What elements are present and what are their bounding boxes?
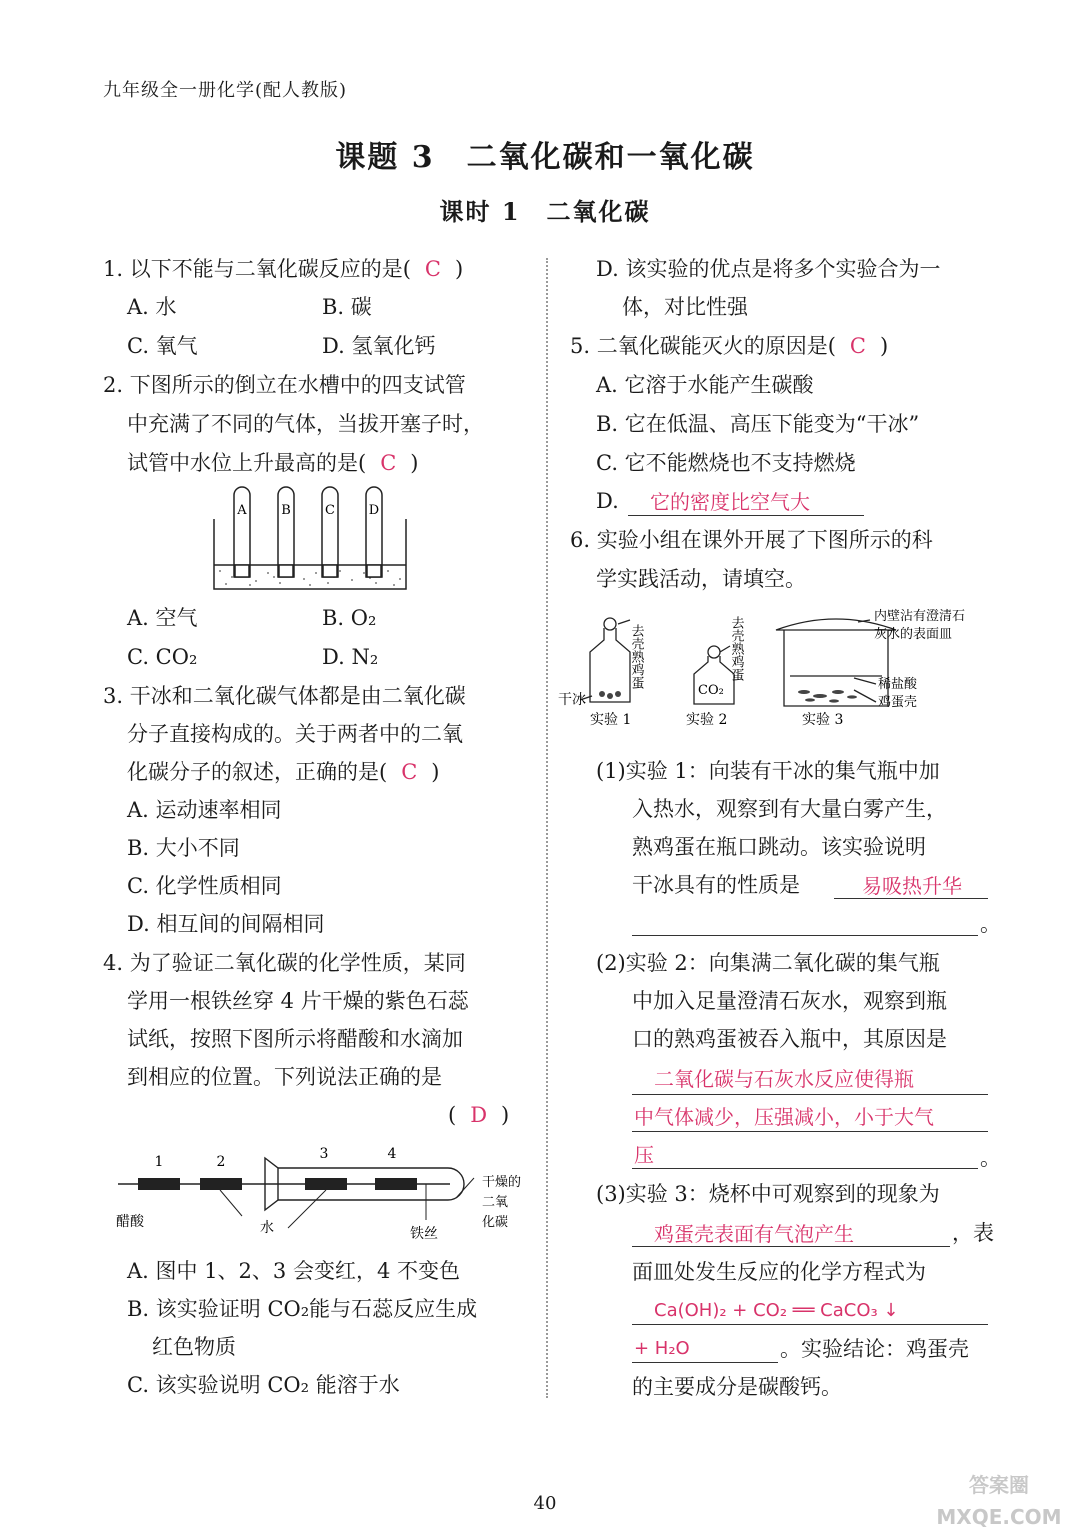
q6-p2-underline-2	[632, 1131, 988, 1132]
q6-p3-line3: 面皿处发生反应的化学方程式为	[632, 1260, 926, 1284]
q1-option-a: A. 水	[127, 295, 177, 319]
q2-tube-label: B	[281, 503, 291, 518]
q6-p3-eq-underline-1	[632, 1324, 988, 1325]
q5-option-b: B. 它在低温、高压下能变为“干冰”	[596, 412, 920, 436]
q6-p1-end: 。	[980, 912, 1001, 936]
q4-label-gas3: 化碳	[482, 1215, 509, 1230]
q1-option-d: D. 氢氧化钙	[322, 334, 436, 358]
q2-water-tank-figure	[210, 485, 410, 593]
q4-option-a: A. 图中 1、2、3 会变红，4 不变色	[127, 1259, 460, 1283]
q2-answer: C	[380, 451, 397, 475]
q3-line3	[127, 759, 439, 785]
q6-experiment-figure	[558, 606, 1004, 734]
q4-open: (	[448, 1103, 457, 1127]
q4-line2: 学用一根铁丝穿 4 片干燥的紫色石蕊	[127, 989, 469, 1013]
q5-stem	[570, 333, 888, 359]
column-divider	[546, 258, 548, 1398]
q5-answer: C	[849, 334, 866, 358]
q6-p3-underline	[632, 1246, 950, 1247]
q4-line3: 试纸，按照下图所示将醋酸和水滴加	[127, 1027, 463, 1051]
q4-option-c: C. 该实验说明 CO₂ 能溶于水	[127, 1373, 400, 1397]
page-number: 40	[533, 1493, 557, 1514]
q6-p3-line5-tail: 。实验结论：鸡蛋壳	[780, 1337, 969, 1361]
q6-p3-equation-2: + H₂O	[634, 1338, 690, 1359]
q2-line3-text: 试管中水位上升最高的是(	[127, 451, 367, 475]
q6-egg-label-2: 去壳熟鸡蛋	[728, 616, 744, 681]
q6-p1-line1: (1)实验 1：向装有干冰的集气瓶中加	[596, 759, 940, 783]
q3-option-a: A. 运动速率相同	[127, 798, 282, 822]
q4-answer: D	[470, 1103, 488, 1127]
q3-close: )	[431, 760, 440, 784]
q6-p3-line2-tail: ，表	[952, 1221, 994, 1245]
q4-option-b1: B. 该实验证明 CO₂能与石蕊反应生成	[127, 1297, 478, 1321]
q6-p2-underline-3	[632, 1168, 978, 1169]
q5-d-answer: 它的密度比空气大	[650, 490, 810, 514]
q5-option-c: C. 它不能燃烧也不支持燃烧	[596, 451, 856, 475]
q6-p2-answer-1: 二氧化碳与石灰水反应使得瓶	[654, 1067, 914, 1091]
q6-co2-label: CO₂	[698, 683, 724, 698]
q3-option-b: B. 大小不同	[127, 836, 240, 860]
q1-option-c: C. 氧气	[127, 334, 198, 358]
q4-label-gas1: 干燥的	[482, 1175, 522, 1190]
watermark	[914, 1468, 1084, 1532]
q2-option-c: C. CO₂	[127, 645, 198, 669]
q6-acid-label: 稀盐酸	[878, 677, 918, 692]
q3-option-c: C. 化学性质相同	[127, 874, 282, 898]
q6-p1-line2: 入热水，观察到有大量白雾产生，	[632, 797, 947, 821]
q2-option-d: D. N₂	[322, 645, 379, 669]
q4-label-4: 4	[387, 1146, 397, 1162]
q6-p3-answer: 鸡蛋壳表面有气泡产生	[654, 1222, 854, 1246]
q4-label-1: 1	[154, 1154, 164, 1170]
q1-option-b: B. 碳	[322, 295, 372, 319]
q4-option-d2: 体，对比性强	[622, 295, 748, 319]
q4-line4: 到相应的位置。下列说法正确的是	[127, 1065, 442, 1089]
q6-p2-line1: (2)实验 2：向集满二氧化碳的集气瓶	[596, 951, 940, 975]
q5-option-a: A. 它溶于水能产生碳酸	[596, 373, 814, 397]
q4-answer-box	[448, 1102, 509, 1128]
q6-p1-underline	[834, 898, 988, 899]
q6-dryice-label: 干冰	[558, 692, 586, 708]
watermark-text: 答案圈 MXQE.COM	[936, 1473, 1062, 1529]
q4-label-3: 3	[319, 1146, 329, 1162]
q3-option-d: D. 相互间的间隔相同	[127, 912, 325, 936]
q4-label-wire: 铁丝	[410, 1226, 438, 1240]
q6-p1-line4: 干冰具有的性质是	[632, 873, 800, 897]
q2-close: )	[410, 451, 419, 475]
q4-litmus-figure	[110, 1140, 545, 1240]
q4-line1: 4. 为了验证二氧化碳的化学性质，某同	[103, 951, 466, 975]
q6-exp1-label: 实验 1	[590, 712, 632, 728]
q5-option-d: D.	[596, 489, 619, 513]
q2-option-a: A. 空气	[127, 606, 198, 630]
q4-label-vinegar: 醋酸	[116, 1214, 144, 1230]
q6-p1-line3: 熟鸡蛋在瓶口跳动。该实验说明	[632, 835, 926, 859]
q2-line2: 中充满了不同的气体，当拔开塞子时，	[127, 412, 484, 436]
q6-shell-label: 鸡蛋壳	[878, 695, 918, 710]
q3-line3-text: 化碳分子的叙述，正确的是(	[127, 760, 388, 784]
q3-answer: C	[401, 760, 418, 784]
q6-dish-label-1: 内壁沾有澄清石	[874, 609, 966, 624]
q6-line1: 6. 实验小组在课外开展了下图所示的科	[570, 528, 933, 552]
q4-option-b2: 红色物质	[152, 1335, 236, 1359]
q6-line2: 学实践活动，请填空。	[596, 567, 806, 591]
q4-option-d1: D. 该实验的优点是将多个实验合为一	[596, 257, 941, 281]
q6-p1-underline2	[632, 935, 978, 936]
q2-tube-label: A	[237, 503, 247, 518]
q2-tube-label: C	[325, 503, 335, 518]
q6-exp2-label: 实验 2	[686, 712, 728, 728]
book-header: 九年级全一册化学(配人教版)	[103, 80, 348, 101]
q1-close: )	[454, 257, 464, 281]
q3-line2: 分子直接构成的。关于两者中的二氧	[127, 722, 463, 746]
q6-p2-answer-2: 中气体减少，压强减小，小于大气	[634, 1105, 934, 1129]
q4-close: )	[501, 1103, 510, 1127]
lesson-title: 课题 3 二氧化碳和一氧化碳	[335, 140, 755, 175]
q6-p2-end: 。	[980, 1146, 1001, 1170]
q1-stem	[103, 256, 463, 282]
q5-close: )	[879, 334, 889, 358]
q6-p2-underline-1	[632, 1094, 988, 1095]
q4-label-gas2: 二氧	[482, 1195, 509, 1210]
q2-line1: 2. 下图所示的倒立在水槽中的四支试管	[103, 373, 466, 397]
q6-p3-equation-1: Ca(OH)₂ + CO₂ ══ CaCO₃ ↓	[654, 1300, 899, 1321]
q6-p1-answer: 易吸热升华	[862, 874, 962, 898]
q6-p2-line3: 口的熟鸡蛋被吞入瓶中，其原因是	[632, 1027, 947, 1051]
q3-line1: 3. 干冰和二氧化碳气体都是由二氧化碳	[103, 684, 466, 708]
q1-answer: C	[424, 257, 441, 281]
q6-p2-answer-3: 压	[634, 1143, 654, 1167]
q2-tube-label: D	[368, 503, 380, 518]
q4-label-2: 2	[216, 1154, 226, 1170]
q6-dish-label-2: 灰水的表面皿	[874, 627, 953, 642]
lesson-subtitle: 课时 1 二氧化碳	[439, 197, 651, 226]
q2-option-b: B. O₂	[322, 606, 377, 630]
q5-d-underline	[628, 515, 864, 516]
q6-egg-label-1: 去壳熟鸡蛋	[628, 624, 644, 689]
q5-stem-text: 5. 二氧化碳能灭火的原因是(	[570, 334, 836, 358]
q6-p3-eq-underline-2	[632, 1362, 778, 1363]
q1-stem-text: 1. 以下不能与二氧化碳反应的是(	[103, 257, 411, 281]
q6-exp3-label: 实验 3	[802, 712, 844, 728]
q6-p2-line2: 中加入足量澄清石灰水，观察到瓶	[632, 989, 947, 1013]
q2-line3	[127, 450, 418, 476]
q6-p3-line1: (3)实验 3：烧杯中可观察到的现象为	[596, 1182, 940, 1206]
q4-label-water: 水	[260, 1220, 274, 1236]
q6-p3-line6: 的主要成分是碳酸钙。	[632, 1375, 842, 1399]
